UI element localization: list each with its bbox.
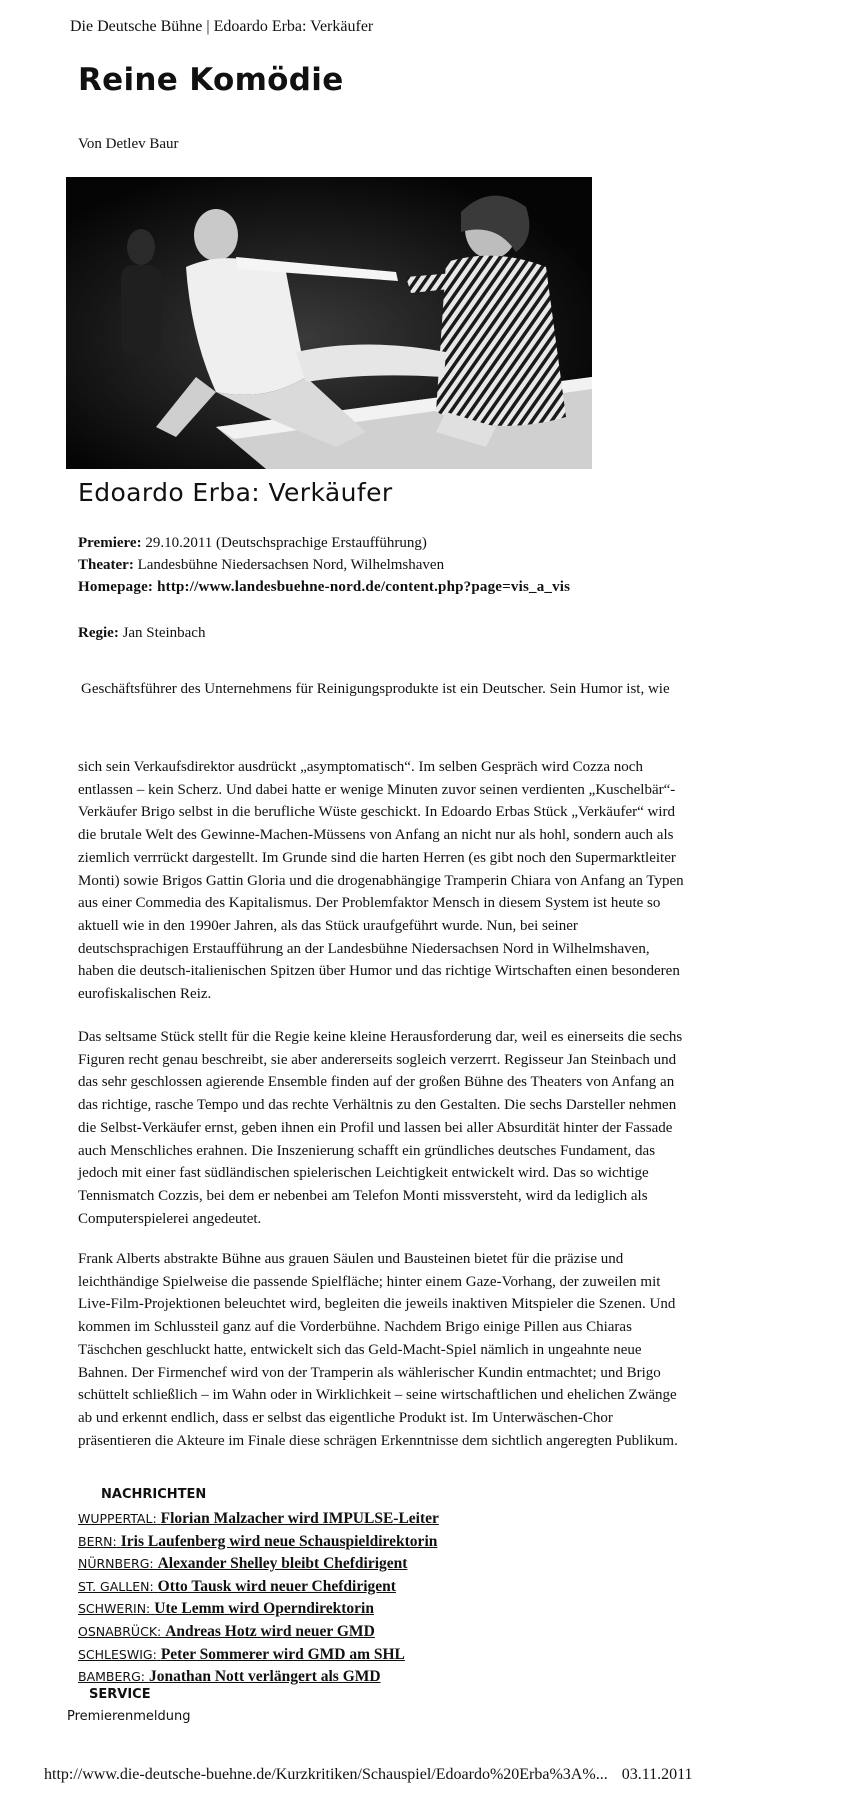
- paragraph-line: das sehr geschlossen agierende Ensemble finden auf der großen Bühne des Theaters von Anfang an: [78, 1074, 675, 1091]
- footer-date: 03.11.2011: [621, 1766, 693, 1783]
- news-link[interactable]: [78, 1623, 375, 1640]
- article-lead: Geschäftsführer des Unternehmens für Reinigungsprodukte ist ein Deutscher. Sein Humor ist, wie: [81, 681, 670, 697]
- paragraph-line: eurofiskalischen Reiz.: [78, 986, 212, 1003]
- paragraph-line: aktuell wie in den 1990er Jahren, als das Stück uraufgeführt wurde. Nun, bei seiner: [78, 917, 578, 934]
- news-item[interactable]: [78, 1666, 439, 1689]
- paragraph-line: Monti) sowie Brigos Gattin Gloria und die drogenabhängige Tramperin Chiara von Anfang an Typen: [78, 872, 684, 889]
- paragraph-line: Live-Film-Projektionen beleuchtet wird, begleiten die jeweils inaktiven Mitspieler die Szenen. Und: [78, 1296, 676, 1313]
- news-text[interactable]: Jonathan Nott verlängert als GMD: [148, 1668, 381, 1686]
- director-info: [78, 622, 205, 644]
- news-item[interactable]: [78, 1644, 439, 1667]
- theater-label: Theater:: [78, 557, 134, 573]
- news-city[interactable]: ST. GALLEN:: [78, 1578, 154, 1594]
- paragraph-line: ab und erkennt endlich, dass er selbst das eigentliche Produkt ist. Im Unterwäschen-Chor: [78, 1409, 613, 1426]
- news-city[interactable]: OSNABRÜCK:: [78, 1623, 162, 1639]
- premiere-value: 29.10.2011 (Deutschsprachige Erstaufführung): [145, 535, 427, 551]
- service-heading: SERVICE: [89, 1687, 151, 1702]
- news-item[interactable]: [78, 1531, 439, 1554]
- print-footer: [44, 1766, 693, 1784]
- paragraph-line: jedoch mit einer fast südländischen spielerischen Leichtigkeit entwickelt wird. Das so wichtige: [78, 1165, 649, 1182]
- paragraph-line: kommen im Schlussteil ganz auf die Vorderbühne. Nachdem Brigo einige Pillen aus Chiaras: [78, 1319, 632, 1336]
- paragraph-line: Das seltsame Stück stellt für die Regie keine kleine Herausforderung dar, weil es einerseits die sechs: [78, 1029, 683, 1045]
- paragraph-line: Computerspielerei angedeutet.: [78, 1210, 262, 1227]
- news-link[interactable]: [78, 1668, 381, 1685]
- paragraph-line: leichthändige Spielweise die passende Spielfläche; hinter einem Gaze-Vorhang, der zuweilen mit: [78, 1273, 661, 1290]
- news-text[interactable]: Florian Malzacher wird IMPULSE-Leiter: [160, 1510, 439, 1527]
- news-list: [78, 1508, 439, 1689]
- news-link[interactable]: [78, 1578, 396, 1595]
- paragraph-line: aus einer Commedia des Kapitalismus. Der Problemfaktor Mensch in diesem System ist heute so: [78, 895, 661, 912]
- news-link[interactable]: [78, 1646, 405, 1663]
- article-paragraph-1: [78, 756, 684, 1006]
- paragraph-line: Verkäufer Brigo selbst in die berufliche Wüste geschickt. In Edoardo Erbas Stück „Verkäufer“ wird: [78, 804, 676, 821]
- news-link[interactable]: [78, 1510, 439, 1527]
- site-header-title: Die Deutsche Bühne | Edoardo Erba: Verkäufer: [70, 18, 374, 35]
- homepage-label: Homepage:: [78, 579, 154, 595]
- paragraph-line: das richtige, rasche Tempo und das rechte Verhältnis zu den Gestalten. Die sechs Darsteller nehmen: [78, 1097, 677, 1114]
- regie-label: Regie:: [78, 625, 119, 641]
- theater-info: [78, 554, 444, 576]
- footer-url: http://www.die-deutsche-buehne.de/Kurzkritiken/Schauspiel/Edoardo%20Erba%3A%...: [44, 1766, 608, 1783]
- news-link[interactable]: [78, 1533, 437, 1550]
- paragraph-line: Frank Alberts abstrakte Bühne aus grauen Säulen und Bausteinen bietet für die präzise und: [78, 1251, 624, 1267]
- paragraph-line: die brutale Welt des Gewinne-Machen-Müssens von Anfang an nicht nur als hohl, sondern auch als: [78, 827, 674, 844]
- news-city[interactable]: SCHWERIN:: [78, 1601, 151, 1617]
- news-item[interactable]: [78, 1621, 439, 1644]
- paragraph-line: Tennismatch Cozzis, bei dem er nebenbei am Telefon Monti missversteht, wird da lediglich als: [78, 1187, 648, 1204]
- play-title: Edoardo Erba: Verkäufer: [78, 478, 393, 507]
- paragraph-line: ziemlich verrrückt dargestellt. Im Grunde sind die harten Herren (es gibt noch den Supermarktleiter: [78, 849, 676, 866]
- paragraph-line: deutschsprachigen Erstaufführung an der Landesbühne Niedersachsen Nord in Wilhelmshaven,: [78, 940, 650, 957]
- production-photo-image: [66, 177, 592, 469]
- production-photo: [66, 177, 592, 469]
- news-text[interactable]: Otto Tausk wird neuer Chefdirigent: [157, 1577, 396, 1595]
- paragraph-line: Bahnen. Der Firmenchef wird von der Tramperin als wählerischer Kundin entmachtet; und Brigo: [78, 1364, 661, 1381]
- news-text[interactable]: Peter Sommerer wird GMD am SHL: [160, 1645, 405, 1663]
- premiere-report-link[interactable]: Premierenmeldung: [67, 1709, 191, 1724]
- paragraph-line: schüttelt schließlich – im Wahn oder in Wirklichkeit – seine wirtschaftlichen und ehelichen Zwänge: [78, 1387, 677, 1404]
- homepage-info: [78, 576, 570, 598]
- news-link[interactable]: [78, 1600, 374, 1617]
- paragraph-line: Täschchen geschluckt hatte, entwickelt sich das Geld-Macht-Spiel nämlich in ungeahnte neue: [78, 1341, 642, 1358]
- paragraph-line: entlassen – kein Scherz. Und dabei hatte er wenige Minuten zuvor seinen verdienten „Kuschelbär“-: [78, 781, 676, 798]
- news-city[interactable]: BERN:: [78, 1533, 117, 1549]
- news-item[interactable]: [78, 1576, 439, 1599]
- news-item[interactable]: [78, 1508, 439, 1531]
- news-item[interactable]: [78, 1553, 439, 1576]
- article-paragraph-3: [78, 1248, 678, 1452]
- news-city[interactable]: NÜRNBERG:: [78, 1556, 154, 1572]
- paragraph-line: Figuren recht genau beschreibt, sie aber andererseits sogleich verzerrt. Regisseur Jan Steinbach und: [78, 1051, 677, 1068]
- news-city[interactable]: SCHLESWIG:: [78, 1646, 157, 1662]
- author-byline: Von Detlev Baur: [78, 136, 179, 152]
- paragraph-line: sich sein Verkaufsdirektor ausdrückt „asymptomatisch“. Im selben Gespräch wird Cozza noch: [78, 759, 643, 775]
- news-text[interactable]: Andreas Hotz wird neuer GMD: [165, 1622, 375, 1640]
- news-city[interactable]: BAMBERG:: [78, 1669, 145, 1685]
- homepage-link[interactable]: http://www.landesbuehne-nord.de/content.php?page=vis_a_vis: [157, 579, 571, 595]
- paragraph-line: präsentieren die Akteure im Finale diese schrägen Erkenntnisse dem sichtlich angeregten Publikum.: [78, 1432, 678, 1449]
- page-title: Reine Komödie: [78, 62, 344, 98]
- news-heading: NACHRICHTEN: [101, 1487, 207, 1502]
- news-item[interactable]: [78, 1598, 439, 1621]
- paragraph-line: auch Menschliches erahnen. Die Inszenierung schafft ein gründliches deutsches Fundament, das: [78, 1142, 656, 1159]
- theater-value: Landesbühne Niedersachsen Nord, Wilhelmshaven: [137, 557, 445, 573]
- news-text[interactable]: Iris Laufenberg wird neue Schauspieldirektorin: [120, 1532, 438, 1550]
- news-city[interactable]: WUPPERTAL:: [78, 1511, 157, 1526]
- news-link[interactable]: [78, 1555, 407, 1572]
- premiere-info: [78, 532, 427, 554]
- news-text[interactable]: Ute Lemm wird Operndirektorin: [154, 1600, 374, 1618]
- news-text[interactable]: Alexander Shelley bleibt Chefdirigent: [157, 1555, 408, 1573]
- paragraph-line: die Selbst-Verkäufer ernst, geben ihnen ein Profil und lassen bei aller Absurdität hinter der Fassade: [78, 1119, 673, 1136]
- paragraph-line: haben die deutsch-italienischen Spitzen über Humor und das richtige Wirtschaften einen besonderen: [78, 963, 680, 980]
- premiere-label: Premiere:: [78, 535, 142, 551]
- article-paragraph-2: [78, 1026, 682, 1230]
- regie-value: Jan Steinbach: [122, 625, 206, 641]
